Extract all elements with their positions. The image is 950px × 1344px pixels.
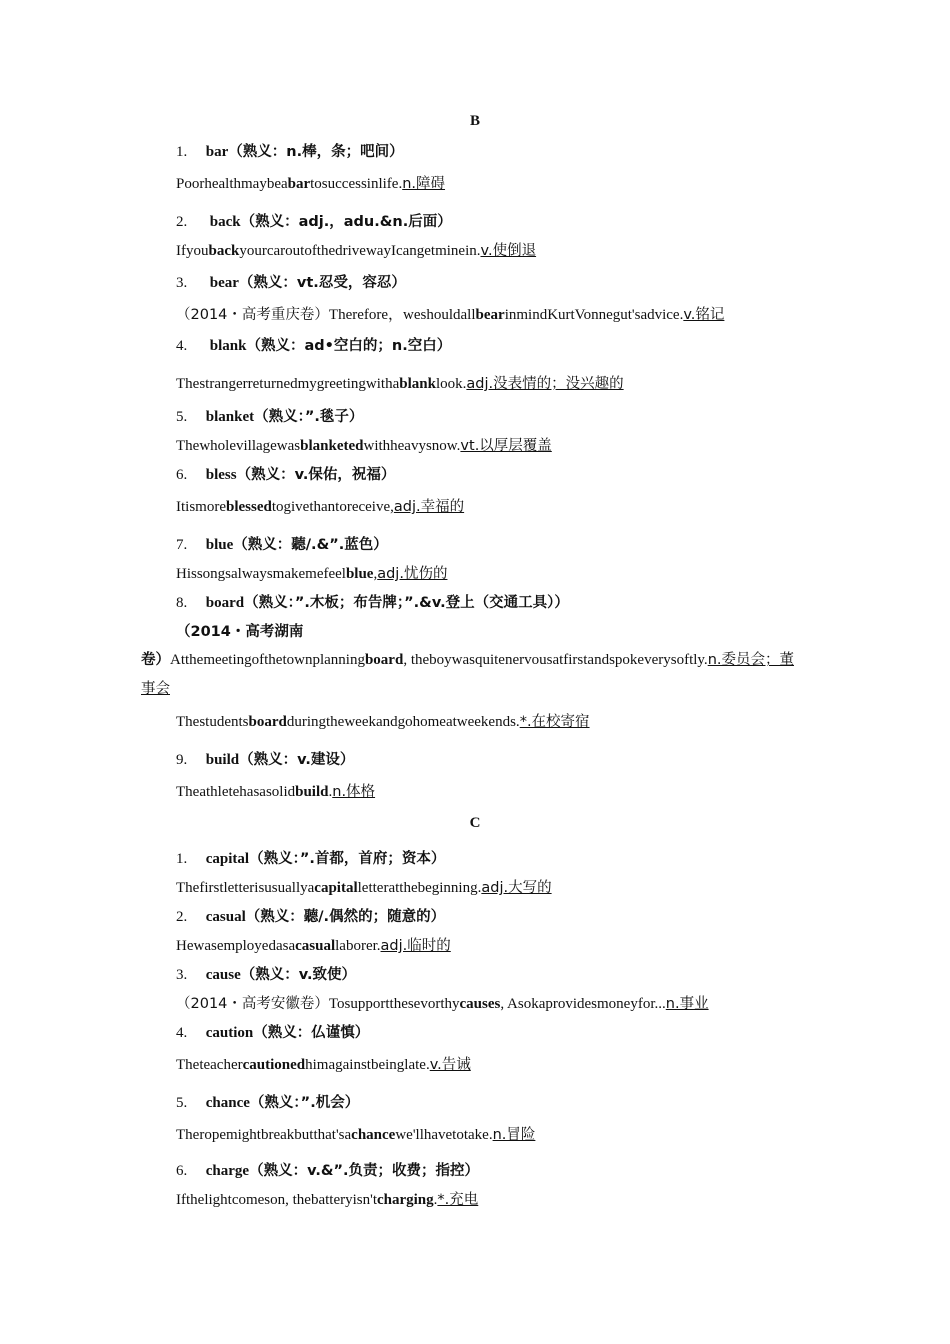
example-text: withheavysnow. (363, 438, 461, 454)
example-text: Ifyou (176, 243, 209, 259)
example-sentence (176, 1190, 478, 1210)
example-text: laborer. (335, 938, 381, 954)
entry-number: 4. (176, 1025, 188, 1041)
entry-number: 3. (176, 967, 188, 983)
example-keyword: capital (314, 880, 358, 896)
example-text: . (433, 1192, 438, 1208)
example-keyword: casual (295, 938, 336, 954)
example-keyword: blank (399, 376, 436, 392)
exam-source-text: （2014・高考湖南 (176, 624, 304, 640)
example-keyword: blanketed (300, 438, 364, 454)
example-text: Hissongsalwaysmakemefeel (176, 566, 346, 582)
example-keyword: build (295, 784, 329, 800)
answer-meaning: adj.临时的 (380, 938, 451, 954)
example-sentence (176, 1125, 535, 1145)
entry-number: 7. (176, 537, 188, 553)
entry-definition: （熟义：”.木板；布告牌；”.&v.登上（交通工具）） (244, 595, 569, 611)
entry-number: 2. (176, 214, 188, 230)
entry-word: build (205, 752, 240, 768)
example-text: Theteacher (176, 1057, 243, 1073)
entry-heading (176, 212, 452, 232)
answer-meaning: v.铭记 (683, 307, 725, 323)
example-sentence (176, 241, 536, 261)
example-sentence (176, 174, 445, 194)
entry-heading (176, 465, 395, 485)
example-keyword: chance (351, 1127, 396, 1143)
entry-definition: （熟义：”.机会） (249, 1095, 360, 1111)
example-text: . (328, 784, 333, 800)
entry-definition: （熟义：n.棒，条；吧间） (228, 144, 404, 160)
entry-heading (176, 142, 404, 162)
example-sentence (176, 936, 451, 956)
example-text: tosuccessinlife. (310, 176, 403, 192)
entry-heading (176, 407, 363, 427)
example-text: togivethantoreceive, (271, 499, 394, 515)
example-text: Thestrangerreturnedmygreetingwitha (176, 376, 400, 392)
entry-word: bear (209, 275, 239, 291)
entry-number: 8. (176, 595, 188, 611)
section-heading-b: B (469, 113, 480, 129)
example-sentence (176, 564, 447, 584)
entry-number: 3. (176, 275, 188, 291)
answer-meaning: n.事业 (665, 996, 709, 1012)
entry-heading (176, 1023, 369, 1043)
exam-source (176, 622, 303, 642)
entry-definition: （熟义：仏谨慎） (253, 1025, 370, 1041)
section-heading-c: C (469, 815, 481, 831)
example-text: himagainstbeinglate. (305, 1057, 430, 1073)
example-sentence (176, 497, 464, 517)
answer-meaning: adj.忧伤的 (377, 566, 448, 582)
entry-definition: （熟义：adj.，adu.&n.后面） (240, 214, 452, 230)
entry-word: capital (205, 851, 250, 867)
example-text: Atthemeetingofthetownplanning (170, 652, 365, 668)
entry-word: chance (205, 1095, 250, 1111)
entry-definition: （熟义：”.毯子） (254, 409, 364, 425)
answer-meaning: vt.以厚层覆盖 (460, 438, 552, 454)
entry-heading (176, 336, 451, 356)
example-sentence (176, 712, 590, 732)
answer-meaning: adj.没表情的；没兴趣的 (466, 376, 624, 392)
example-text: Thestudents (176, 714, 249, 730)
example-keyword: bar (287, 176, 311, 192)
answer-meaning: v.使倒退 (480, 243, 537, 259)
example-text: Poorhealthmaybea (176, 176, 288, 192)
answer-meaning: n.体格 (332, 784, 376, 800)
entry-word: back (209, 214, 241, 230)
example-text: Tosupportthesevorthy (328, 996, 460, 1012)
example-text: , (373, 566, 378, 582)
answer-meaning: *.充电 (437, 1192, 479, 1208)
entry-definition: （熟义：vt.忍受，容忍） (238, 275, 406, 291)
exam-source: （2014・高考重庆卷） (176, 307, 329, 323)
example-sentence (176, 436, 552, 456)
entry-word: blue (205, 537, 234, 553)
exam-source-text: 卷） (141, 652, 170, 668)
example-keyword: back (208, 243, 240, 259)
example-keyword: blessed (226, 499, 272, 515)
entry-word: blanket (205, 409, 255, 425)
entry-word: bar (205, 144, 229, 160)
example-text: Itismore (176, 499, 226, 515)
entry-word: charge (205, 1163, 250, 1179)
example-text: Ifthelightcomeson, thebatteryisn't (176, 1192, 377, 1208)
answer-meaning: v.告诫 (429, 1057, 471, 1073)
answer-meaning: n.障碍 (402, 176, 446, 192)
example-text: yourcaroutofthedrivewayIcangetminein. (239, 243, 481, 259)
example-sentence (176, 1055, 471, 1075)
entry-heading (176, 1161, 479, 1181)
entry-heading (176, 907, 445, 927)
answer-meaning: *.在校寄宿 (519, 714, 590, 730)
entry-number: 1. (176, 851, 188, 867)
answer-meaning: n.冒险 (492, 1127, 536, 1143)
entry-number: 9. (176, 752, 188, 768)
entry-word: casual (205, 909, 246, 925)
entry-number: 6. (176, 467, 188, 483)
example-text: Therefore，weshouldall (328, 307, 476, 323)
example-sentence (176, 374, 624, 394)
entry-definition: （熟义：v.保佑，祝福） (236, 467, 396, 483)
example-keyword: charging (376, 1192, 434, 1208)
answer-meaning: n.委员会；董事会 (141, 652, 794, 697)
entry-word: board (205, 595, 245, 611)
example-text: look. (435, 376, 467, 392)
example-text: duringtheweekandgohomeatweekends. (286, 714, 520, 730)
example-keyword: blue (345, 566, 374, 582)
entry-definition: （熟义：v.建设） (239, 752, 355, 768)
entry-heading (176, 273, 406, 293)
entry-number: 2. (176, 909, 188, 925)
entry-heading (176, 1093, 359, 1113)
example-text: Theathletehasasolid (176, 784, 296, 800)
example-keyword: cautioned (242, 1057, 306, 1073)
example-text: Thewholevillagewas (176, 438, 301, 454)
example-text: Thefirstletterisusuallya (176, 880, 315, 896)
entry-number: 1. (176, 144, 188, 160)
entry-word: blank (209, 338, 247, 354)
entry-number: 6. (176, 1163, 188, 1179)
example-text: we'llhavetotake. (395, 1127, 493, 1143)
example-sentence (176, 994, 709, 1014)
entry-heading (176, 750, 354, 770)
example-text: Hewasemployedasa (176, 938, 296, 954)
example-text: , theboywasquitenervousatfirstandspokeverysoftly. (403, 652, 708, 668)
exam-source: （2014・高考安徽卷） (176, 996, 329, 1012)
example-sentence (176, 782, 375, 802)
example-keyword: causes (459, 996, 501, 1012)
entry-word: bless (205, 467, 237, 483)
example-keyword: board (364, 652, 404, 668)
entry-number: 5. (176, 1095, 188, 1111)
entry-definition: （熟义：v.&”.负责；收费；指控） (249, 1163, 480, 1179)
entry-heading (176, 593, 569, 613)
example-sentence (176, 878, 552, 898)
example-text: , Asokaprovidesmoneyfor... (500, 996, 666, 1012)
entry-number: 4. (176, 338, 188, 354)
example-text: inmindKurtVonnegut'sadvice. (504, 307, 684, 323)
entry-heading (176, 965, 356, 985)
example-sentence (176, 305, 724, 325)
example-keyword: bear (475, 307, 505, 323)
entry-definition: （熟义：聽/.&”.蓝色） (233, 537, 388, 553)
entry-definition: （熟义：ad•空白的；n.空白） (246, 338, 452, 354)
entry-heading (176, 535, 388, 555)
entry-definition: （熟义：v.致使） (240, 967, 357, 983)
answer-meaning: adj.幸福的 (393, 499, 465, 515)
example-text: Theropemightbreakbutthat'sa (176, 1127, 352, 1143)
example-text: letteratthebeginning. (357, 880, 482, 896)
entry-number: 5. (176, 409, 188, 425)
answer-meaning: adj.大写的 (481, 880, 552, 896)
entry-heading (176, 849, 445, 869)
example-keyword: board (248, 714, 287, 730)
entry-definition: （熟义：聽/.偶然的；随意的） (245, 909, 446, 925)
entry-word: cause (205, 967, 241, 983)
entry-definition: （熟义：”.首都，首府；资本） (249, 851, 446, 867)
example-sentence (141, 646, 801, 704)
entry-word: caution (205, 1025, 254, 1041)
